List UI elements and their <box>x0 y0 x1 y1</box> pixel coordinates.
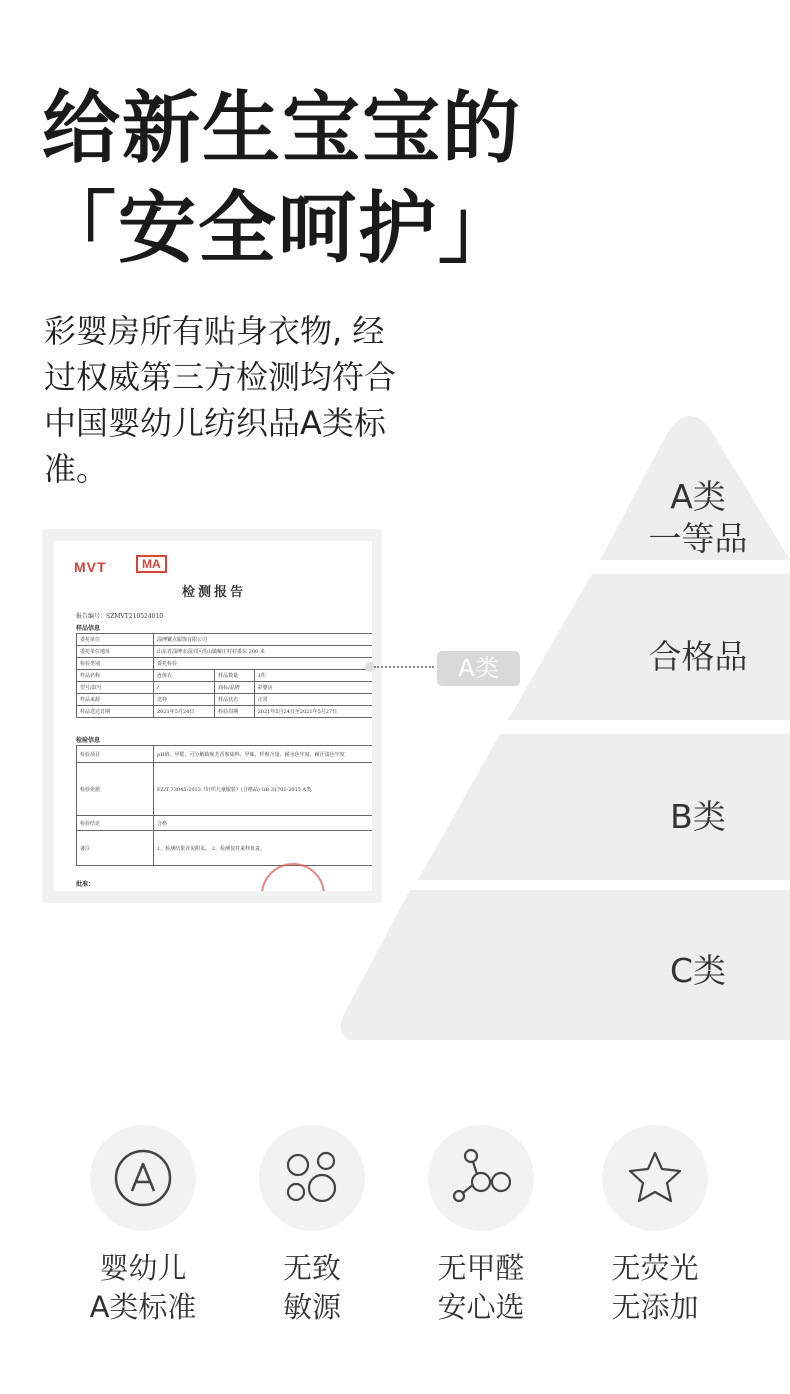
molecule-icon <box>451 1148 511 1208</box>
report-number: 报告编号：SZMVT210524010 <box>76 613 164 620</box>
table-row <box>77 746 373 763</box>
feature-circle <box>259 1125 365 1231</box>
feature-line: 无荧光 <box>611 1251 699 1285</box>
feature-circle <box>90 1125 196 1231</box>
feature-line: 安心选 <box>437 1290 525 1324</box>
table-cell: 检验类别 <box>77 658 154 670</box>
feature-circle <box>602 1125 708 1231</box>
table-cell: 合格 <box>154 816 373 831</box>
feature-caption <box>48 1249 238 1327</box>
table-cell: 委托检验 <box>154 658 373 670</box>
mvt-logo: MVT <box>74 559 107 575</box>
feature-no-formaldehyde <box>386 1125 576 1327</box>
feature-line: 无甲醛 <box>437 1251 525 1285</box>
feature-a-grade <box>48 1125 238 1327</box>
a-grade-icon <box>113 1148 173 1208</box>
table-cell: 型号/款号 <box>77 682 154 694</box>
table-cell: 检验周期 <box>215 706 255 718</box>
feature-line: 婴幼儿 <box>99 1251 187 1285</box>
table-row <box>77 816 373 831</box>
table-row <box>77 694 373 706</box>
report-title: 检测报告 <box>182 585 247 600</box>
table-cell: 正常 <box>254 694 372 706</box>
table-cell: 样品名称 <box>77 670 154 682</box>
report-stamp <box>261 863 325 891</box>
table-cell: 样品状态 <box>215 694 255 706</box>
table-cell: 检验项目 <box>77 746 154 763</box>
table-cell: 检验依据 <box>77 763 154 816</box>
table-cell: 1件 <box>254 670 372 682</box>
feature-circle <box>428 1125 534 1231</box>
intro-line: 中国婴幼儿纺织品A类标 <box>44 404 386 442</box>
bubbles-icon <box>282 1148 342 1208</box>
tier-b-label: B类 <box>670 797 726 836</box>
feature-line: A类标准 <box>89 1290 197 1324</box>
headline-line2: 「安全呵护」 <box>38 184 519 274</box>
table-row <box>77 763 373 816</box>
star-icon <box>625 1148 685 1208</box>
table-cell: 商标/品牌 <box>215 682 255 694</box>
table-cell: 样品送达日期 <box>77 706 154 718</box>
test-info-table <box>76 745 372 866</box>
feature-caption <box>560 1249 750 1327</box>
pointer-line <box>374 666 434 668</box>
tier-qualified-label: 合格品 <box>648 637 748 676</box>
intro-line: 准。 <box>44 450 109 488</box>
table-cell: 备注 <box>77 831 154 866</box>
feature-caption <box>217 1249 407 1327</box>
table-cell: 样品数量 <box>215 670 255 682</box>
test-section-title: 检验信息 <box>76 737 101 744</box>
table-cell: 淄博繁点服饰有限公司 <box>154 634 373 646</box>
table-cell: 山东省淄博市淄川区洪山镇解庄村村委东 200 米 <box>154 646 373 658</box>
table-cell: / <box>154 682 215 694</box>
table-row <box>77 634 373 646</box>
intro-text <box>44 308 454 492</box>
intro-line: 过权威第三方检测均符合 <box>44 358 397 396</box>
tier-a-line1: A类 <box>670 477 726 516</box>
feature-no-allergen <box>217 1125 407 1327</box>
table-cell: 2021年5月24日 <box>154 706 215 718</box>
intro-line: 彩婴房所有贴身衣物, 经 <box>44 312 385 350</box>
table-row <box>77 682 373 694</box>
table-cell: 委托单位 <box>77 634 154 646</box>
feature-no-fluorescent <box>560 1125 750 1327</box>
table-cell: 检验结论 <box>77 816 154 831</box>
table-cell: 1、检测结果详见附页。 2、检测仅对来样负责。 <box>154 831 373 866</box>
table-row <box>77 670 373 682</box>
table-cell: 彩婴房 <box>254 682 372 694</box>
ma-logo: MA <box>136 555 167 573</box>
approve-label: 批准： <box>76 881 95 888</box>
test-report-image <box>42 529 382 903</box>
table-row <box>77 646 373 658</box>
report-sheet <box>54 541 372 891</box>
feature-caption <box>386 1249 576 1327</box>
table-cell: 样品来源 <box>77 694 154 706</box>
sample-section-title: 样品信息 <box>76 625 101 632</box>
tier-a-label <box>630 476 766 560</box>
table-cell: 2021年5月24日至2021年5月27日 <box>254 706 372 718</box>
table-row <box>77 706 373 718</box>
table-row <box>77 831 373 866</box>
table-cell: pH值、甲醛、可分解致癌芳香胺染料、异味、纤维含量、耐水色牢度、耐汗渍色牢度 <box>154 746 373 763</box>
table-row <box>77 658 373 670</box>
feature-line: 敏源 <box>282 1290 341 1324</box>
table-cell: 连体衣 <box>154 670 215 682</box>
a-grade-badge: A类 <box>437 651 520 686</box>
table-cell: 送样 <box>154 694 215 706</box>
tier-c-label: C类 <box>669 951 727 990</box>
table-cell: 委托单位地址 <box>77 646 154 658</box>
sample-info-table <box>76 633 372 718</box>
tier-a-line2: 一等品 <box>648 519 748 558</box>
table-cell: FZ/T 73045-2013《针织儿童服装》(合格品) GB 31701-2015 A类 <box>154 763 373 816</box>
feature-line: 无添加 <box>611 1290 699 1324</box>
feature-line: 无致 <box>282 1251 341 1285</box>
headline-line1: 给新生宝宝的 <box>42 84 523 174</box>
